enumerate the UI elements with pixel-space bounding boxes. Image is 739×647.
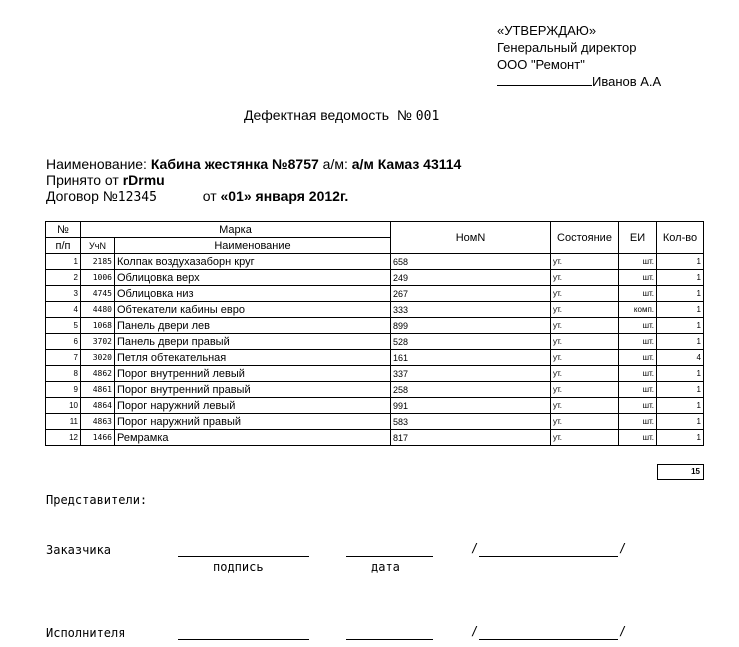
- header-name: Наименование: [115, 238, 391, 254]
- header-qty: Кол-во: [657, 222, 704, 254]
- row-name: Облицовка верх: [115, 270, 391, 286]
- row-name: Порог наружний левый: [115, 398, 391, 414]
- customer-name-line: [479, 556, 618, 557]
- row-state: ут.: [551, 350, 619, 366]
- row-state: ут.: [551, 398, 619, 414]
- row-nom: 583: [391, 414, 551, 430]
- row-state: ут.: [551, 366, 619, 382]
- row-name: Обтекатели кабины евро: [115, 302, 391, 318]
- row-code: 1006: [81, 270, 115, 286]
- row-number: 10: [46, 398, 81, 414]
- row-ei: шт.: [619, 254, 657, 270]
- row-nom: 258: [391, 382, 551, 398]
- row-qty: 1: [657, 382, 704, 398]
- table-row: [46, 350, 704, 366]
- row-number: 6: [46, 334, 81, 350]
- table-row: [46, 334, 704, 350]
- header-num-bottom: п/п: [46, 238, 81, 254]
- row-name: Колпак воздухазаборн круг: [115, 254, 391, 270]
- table-row: [46, 270, 704, 286]
- vehicle-value: а/м Камаз 43114: [351, 156, 462, 172]
- executor-name-line: [479, 639, 618, 640]
- row-ei: шт.: [619, 334, 657, 350]
- sign-caption: подпись: [213, 560, 264, 574]
- row-qty: 1: [657, 430, 704, 446]
- row-code: 4480: [81, 302, 115, 318]
- table-row: [46, 318, 704, 334]
- info-received-line: [46, 172, 461, 188]
- executor-slash-left: /: [471, 624, 479, 638]
- document-title-text: Дефектная ведомость: [244, 107, 390, 123]
- info-block: [46, 156, 461, 206]
- row-state: ут.: [551, 270, 619, 286]
- table-row: [46, 414, 704, 430]
- received-label: Принято от: [46, 172, 119, 188]
- row-number: 9: [46, 382, 81, 398]
- row-code: 4745: [81, 286, 115, 302]
- contract-number: 12345: [117, 190, 157, 205]
- row-nom: 333: [391, 302, 551, 318]
- row-state: ут.: [551, 254, 619, 270]
- row-number: 4: [46, 302, 81, 318]
- table-row: [46, 366, 704, 382]
- row-ei: шт.: [619, 414, 657, 430]
- row-ei: шт.: [619, 270, 657, 286]
- representatives-label: Представители:: [46, 493, 148, 507]
- row-name: Порог внутренний левый: [115, 366, 391, 382]
- row-code: 1466: [81, 430, 115, 446]
- row-nom: 899: [391, 318, 551, 334]
- row-name: Порог наружний правый: [115, 414, 391, 430]
- approval-company: ООО "Ремонт": [497, 57, 585, 72]
- row-number: 12: [46, 430, 81, 446]
- row-name: Порог внутренний правый: [115, 382, 391, 398]
- row-number: 3: [46, 286, 81, 302]
- date-caption: дата: [371, 560, 400, 574]
- info-contract-line: [46, 188, 461, 206]
- document-title: [244, 107, 439, 124]
- header-num-top: №: [46, 222, 81, 238]
- row-nom: 991: [391, 398, 551, 414]
- row-code: 4862: [81, 366, 115, 382]
- row-code: 1068: [81, 318, 115, 334]
- customer-slash-right: /: [619, 541, 627, 555]
- executor-label: Исполнителя: [46, 626, 126, 640]
- row-ei: шт.: [619, 430, 657, 446]
- row-ei: шт.: [619, 366, 657, 382]
- customer-sign-line: [178, 556, 309, 557]
- row-state: ут.: [551, 286, 619, 302]
- row-ei: шт.: [619, 286, 657, 302]
- approval-position: Генеральный директор: [497, 40, 637, 55]
- approval-signature-line: [497, 73, 661, 90]
- row-state: ут.: [551, 318, 619, 334]
- table-row: [46, 398, 704, 414]
- date-label: от: [202, 188, 217, 204]
- row-nom: 337: [391, 366, 551, 382]
- approval-title: «УТВЕРЖДАЮ»: [497, 23, 597, 38]
- document-number-sign: №: [396, 107, 412, 123]
- row-ei: шт.: [619, 398, 657, 414]
- row-qty: 1: [657, 414, 704, 430]
- header-marka: Марка: [81, 222, 391, 238]
- document-number: 001: [415, 109, 440, 124]
- row-qty: 1: [657, 270, 704, 286]
- row-code: 4861: [81, 382, 115, 398]
- row-state: ут.: [551, 382, 619, 398]
- executor-slash-right: /: [619, 624, 627, 638]
- header-state: Состояние: [551, 222, 619, 254]
- row-qty: 1: [657, 366, 704, 382]
- row-code: 2185: [81, 254, 115, 270]
- row-number: 2: [46, 270, 81, 286]
- row-nom: 267: [391, 286, 551, 302]
- row-number: 11: [46, 414, 81, 430]
- row-qty: 1: [657, 318, 704, 334]
- table-row: [46, 302, 704, 318]
- table-row: [46, 430, 704, 446]
- table-row: [46, 382, 704, 398]
- header-nom: НомN: [391, 222, 551, 254]
- row-qty: 1: [657, 254, 704, 270]
- row-number: 1: [46, 254, 81, 270]
- vehicle-label: а/м:: [322, 156, 348, 172]
- defect-table: [45, 221, 704, 446]
- row-number: 5: [46, 318, 81, 334]
- row-code: 4863: [81, 414, 115, 430]
- row-name: Ремрамка: [115, 430, 391, 446]
- customer-slash-left: /: [471, 541, 479, 555]
- row-qty: 1: [657, 302, 704, 318]
- row-nom: 528: [391, 334, 551, 350]
- customer-label: Заказчика: [46, 543, 112, 557]
- table-row: [46, 254, 704, 270]
- row-name: Панель двери правый: [115, 334, 391, 350]
- header-ei: ЕИ: [619, 222, 657, 254]
- name-value: Кабина жестянка №8757: [150, 156, 319, 172]
- executor-sign-line: [178, 639, 309, 640]
- row-state: ут.: [551, 414, 619, 430]
- row-code: 3020: [81, 350, 115, 366]
- row-ei: шт.: [619, 382, 657, 398]
- date-value: «01» января 2012г.: [220, 188, 349, 204]
- row-state: ут.: [551, 430, 619, 446]
- signature-line: [497, 73, 592, 86]
- received-value: rDrmu: [122, 172, 165, 188]
- row-code: 3702: [81, 334, 115, 350]
- approval-block: [497, 22, 661, 90]
- approval-signer: Иванов А.А: [592, 74, 662, 89]
- row-qty: 1: [657, 334, 704, 350]
- row-name: Облицовка низ: [115, 286, 391, 302]
- table-row: [46, 286, 704, 302]
- name-label: Наименование:: [46, 156, 147, 172]
- row-nom: 658: [391, 254, 551, 270]
- info-name-line: [46, 156, 461, 172]
- row-qty: 4: [657, 350, 704, 366]
- row-number: 7: [46, 350, 81, 366]
- row-state: ут.: [551, 334, 619, 350]
- row-name: Панель двери лев: [115, 318, 391, 334]
- row-nom: 161: [391, 350, 551, 366]
- customer-date-line: [346, 556, 433, 557]
- row-ei: шт.: [619, 350, 657, 366]
- row-nom: 817: [391, 430, 551, 446]
- executor-date-line: [346, 639, 433, 640]
- row-ei: комп.: [619, 302, 657, 318]
- total-qty: 15: [657, 464, 704, 480]
- row-number: 8: [46, 366, 81, 382]
- contract-label: Договор: [46, 188, 99, 204]
- row-qty: 1: [657, 286, 704, 302]
- row-code: 4864: [81, 398, 115, 414]
- row-name: Петля обтекательная: [115, 350, 391, 366]
- row-qty: 1: [657, 398, 704, 414]
- row-state: ут.: [551, 302, 619, 318]
- row-nom: 249: [391, 270, 551, 286]
- row-ei: шт.: [619, 318, 657, 334]
- header-uch: УчN: [81, 238, 115, 254]
- contract-sign: №: [102, 188, 118, 204]
